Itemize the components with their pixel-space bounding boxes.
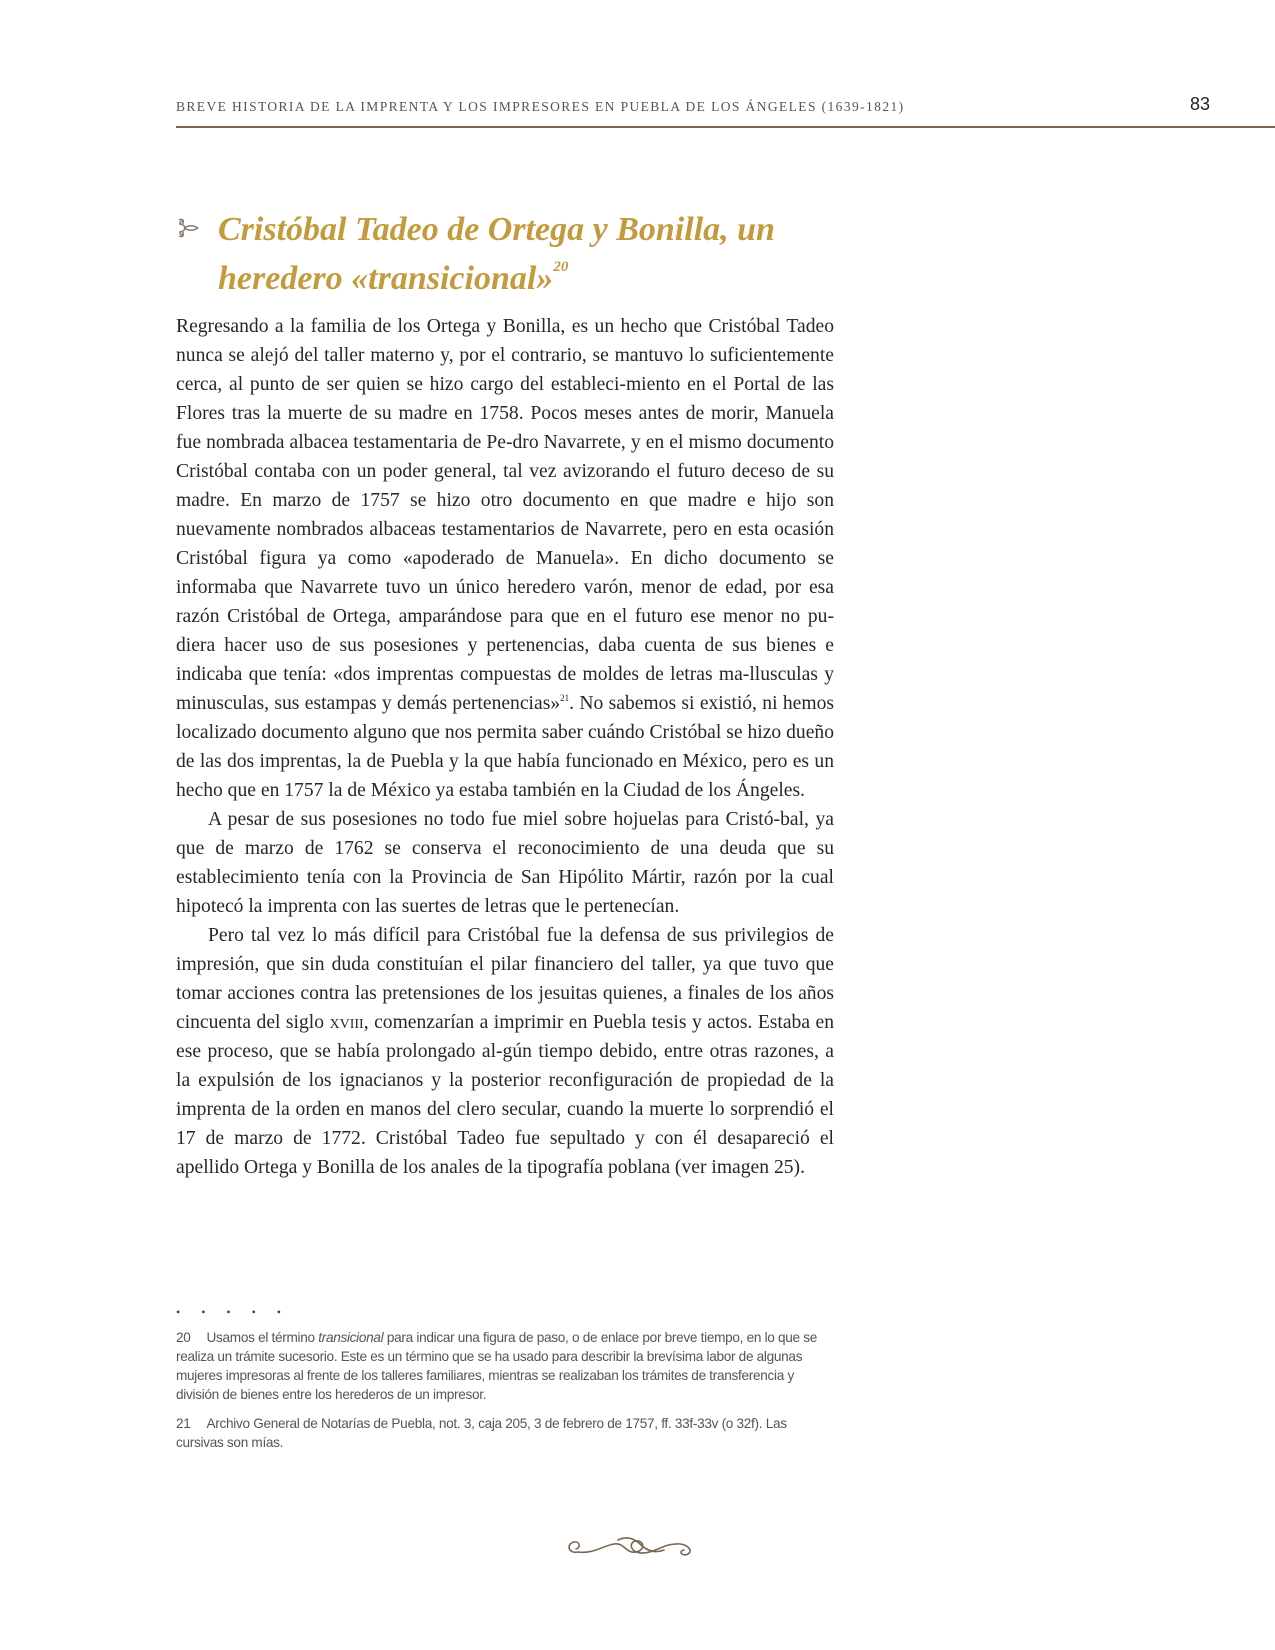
paragraph-1-text: Regresando a la familia de los Ortega y Bonilla, es un hecho que Cristóbal Tadeo nunca se alejó del taller materno y, por el contrario, se mantuvo lo suficientemente cerca, al punto de ser quien se hizo cargo del estableci-miento en el Portal de las Flores tras la muerte de su madre en 1758. Pocos meses antes de morir, Manuela fue nombrada albacea testamentaria de Pe-dro Navarrete, y en el mismo documento Cristóbal contaba con un poder general, tal vez avizorando el futuro deceso de su madre. En marzo de 1757 se hizo otro documento en que madre e hijo son nuevamente nombrados albaceas testamentarios de Navarrete, pero en esta ocasión Cristóbal figura ya como «apoderado de Manuela». En dicho documento se informaba que Navarrete tuvo un único heredero varón, menor de edad, por esa razón Cristóbal de Ortega, amparándose para que en el futuro ese menor no pu-diera hacer uso de sus posesiones y pertenencias, daba cuenta de sus bienes e indicaba que tenía: «dos imprentas compuestas de moldes de letras ma-llusculas y minusculas, sus estampas y demás pertenencias» [176,316,834,714]
footnote-ref-20[interactable]: 20 [553,259,569,275]
header-rule [176,126,1275,128]
page-number: 83 [1190,94,1211,114]
flourish-icon [564,1532,698,1562]
paragraph-1-text-cont: . No sabemos si existió, ni hemos localizado documento alguno que nos permita saber cuándo Cristóbal se hizo dueño de las dos imprentas, la de Puebla y la que había funcionado en México, pero es un hecho que en 1757 la de México ya estaba también en la Ciudad de los Ángeles. [176,693,835,801]
footnote-separator: • • • • • [176,1305,291,1319]
century-numeral: xviii [329,1012,364,1033]
footnote-21 [176,1414,834,1452]
footnote-text: Usamos el término [206,1330,319,1345]
footnote-ref-21[interactable]: 21 [560,693,570,703]
footnote-number: 20 [176,1330,191,1345]
footnote-20 [176,1328,834,1404]
footnotes [176,1328,834,1462]
paragraph-3-text: Pero tal vez lo más difícil para Cristóbal fue la defensa de sus privilegios de impresión, que sin duda constituían el pilar financiero del taller, ya que tuvo que tomar acciones contra las pretensiones de los jesuitas quienes, a finales de los años cincuenta del siglo [176,925,834,1033]
section-heading [176,205,856,303]
footnote-number: 21 [176,1416,191,1431]
paragraph-1 [176,312,834,805]
running-title: BREVE HISTORIA DE LA IMPRENTA Y LOS IMPRESORES EN PUEBLA DE LOS ÁNGELES (1639-1821) [176,99,905,114]
section-title [218,205,856,303]
footnote-text-cont: para indicar una figura de paso, o de enlace por breve tiempo, en lo que se realiza un trámite sucesorio. Este es un término que se ha usado para describir la brevísima labor de algunas mujeres impresoras al frente de los talleres familiares, mientras se realizaban los trámites de transferencia y división de bienes entre los herederos de un impresor. [176,1330,818,1402]
footnote-italic-term: transicional [318,1330,384,1345]
footnote-text: Archivo General de Notarías de Puebla, not. 3, caja 205, 3 de febrero de 1757, ff. 33f-33v (o 32f). Las cursivas son mías. [176,1416,787,1450]
fleuron-icon [176,217,200,239]
paragraph-3-text-cont: , comenzarían a imprimir en Puebla tesis y actos. Estaba en ese proceso, que se había prolongado al-gún tiempo debido, entre otras razones, a la expulsión de los ignacianos y la posterior reconfiguración de propiedad de la imprenta de la orden en manos del clero secular, cuando la muerte lo sorprendió el 17 de marzo de 1772. Cristóbal Tadeo fue sepultado y con él desapareció el apellido Ortega y Bonilla de los anales de la tipografía poblana (ver imagen 25). [176,1012,834,1178]
paragraph-3 [176,921,834,1182]
section-title-text: Cristóbal Tadeo de Ortega y Bonilla, un heredero «transicional» [218,211,775,297]
paragraph-2: A pesar de sus posesiones no todo fue miel sobre hojuelas para Cristó-bal, ya que de marzo de 1762 se conserva el reconocimiento de una deuda que su establecimiento tenía con la Provincia de San Hipólito Mártir, razón por la cual hipotecó la imprenta con las suertes de letras que le pertenecían. [176,809,834,917]
body-text [176,312,834,1182]
